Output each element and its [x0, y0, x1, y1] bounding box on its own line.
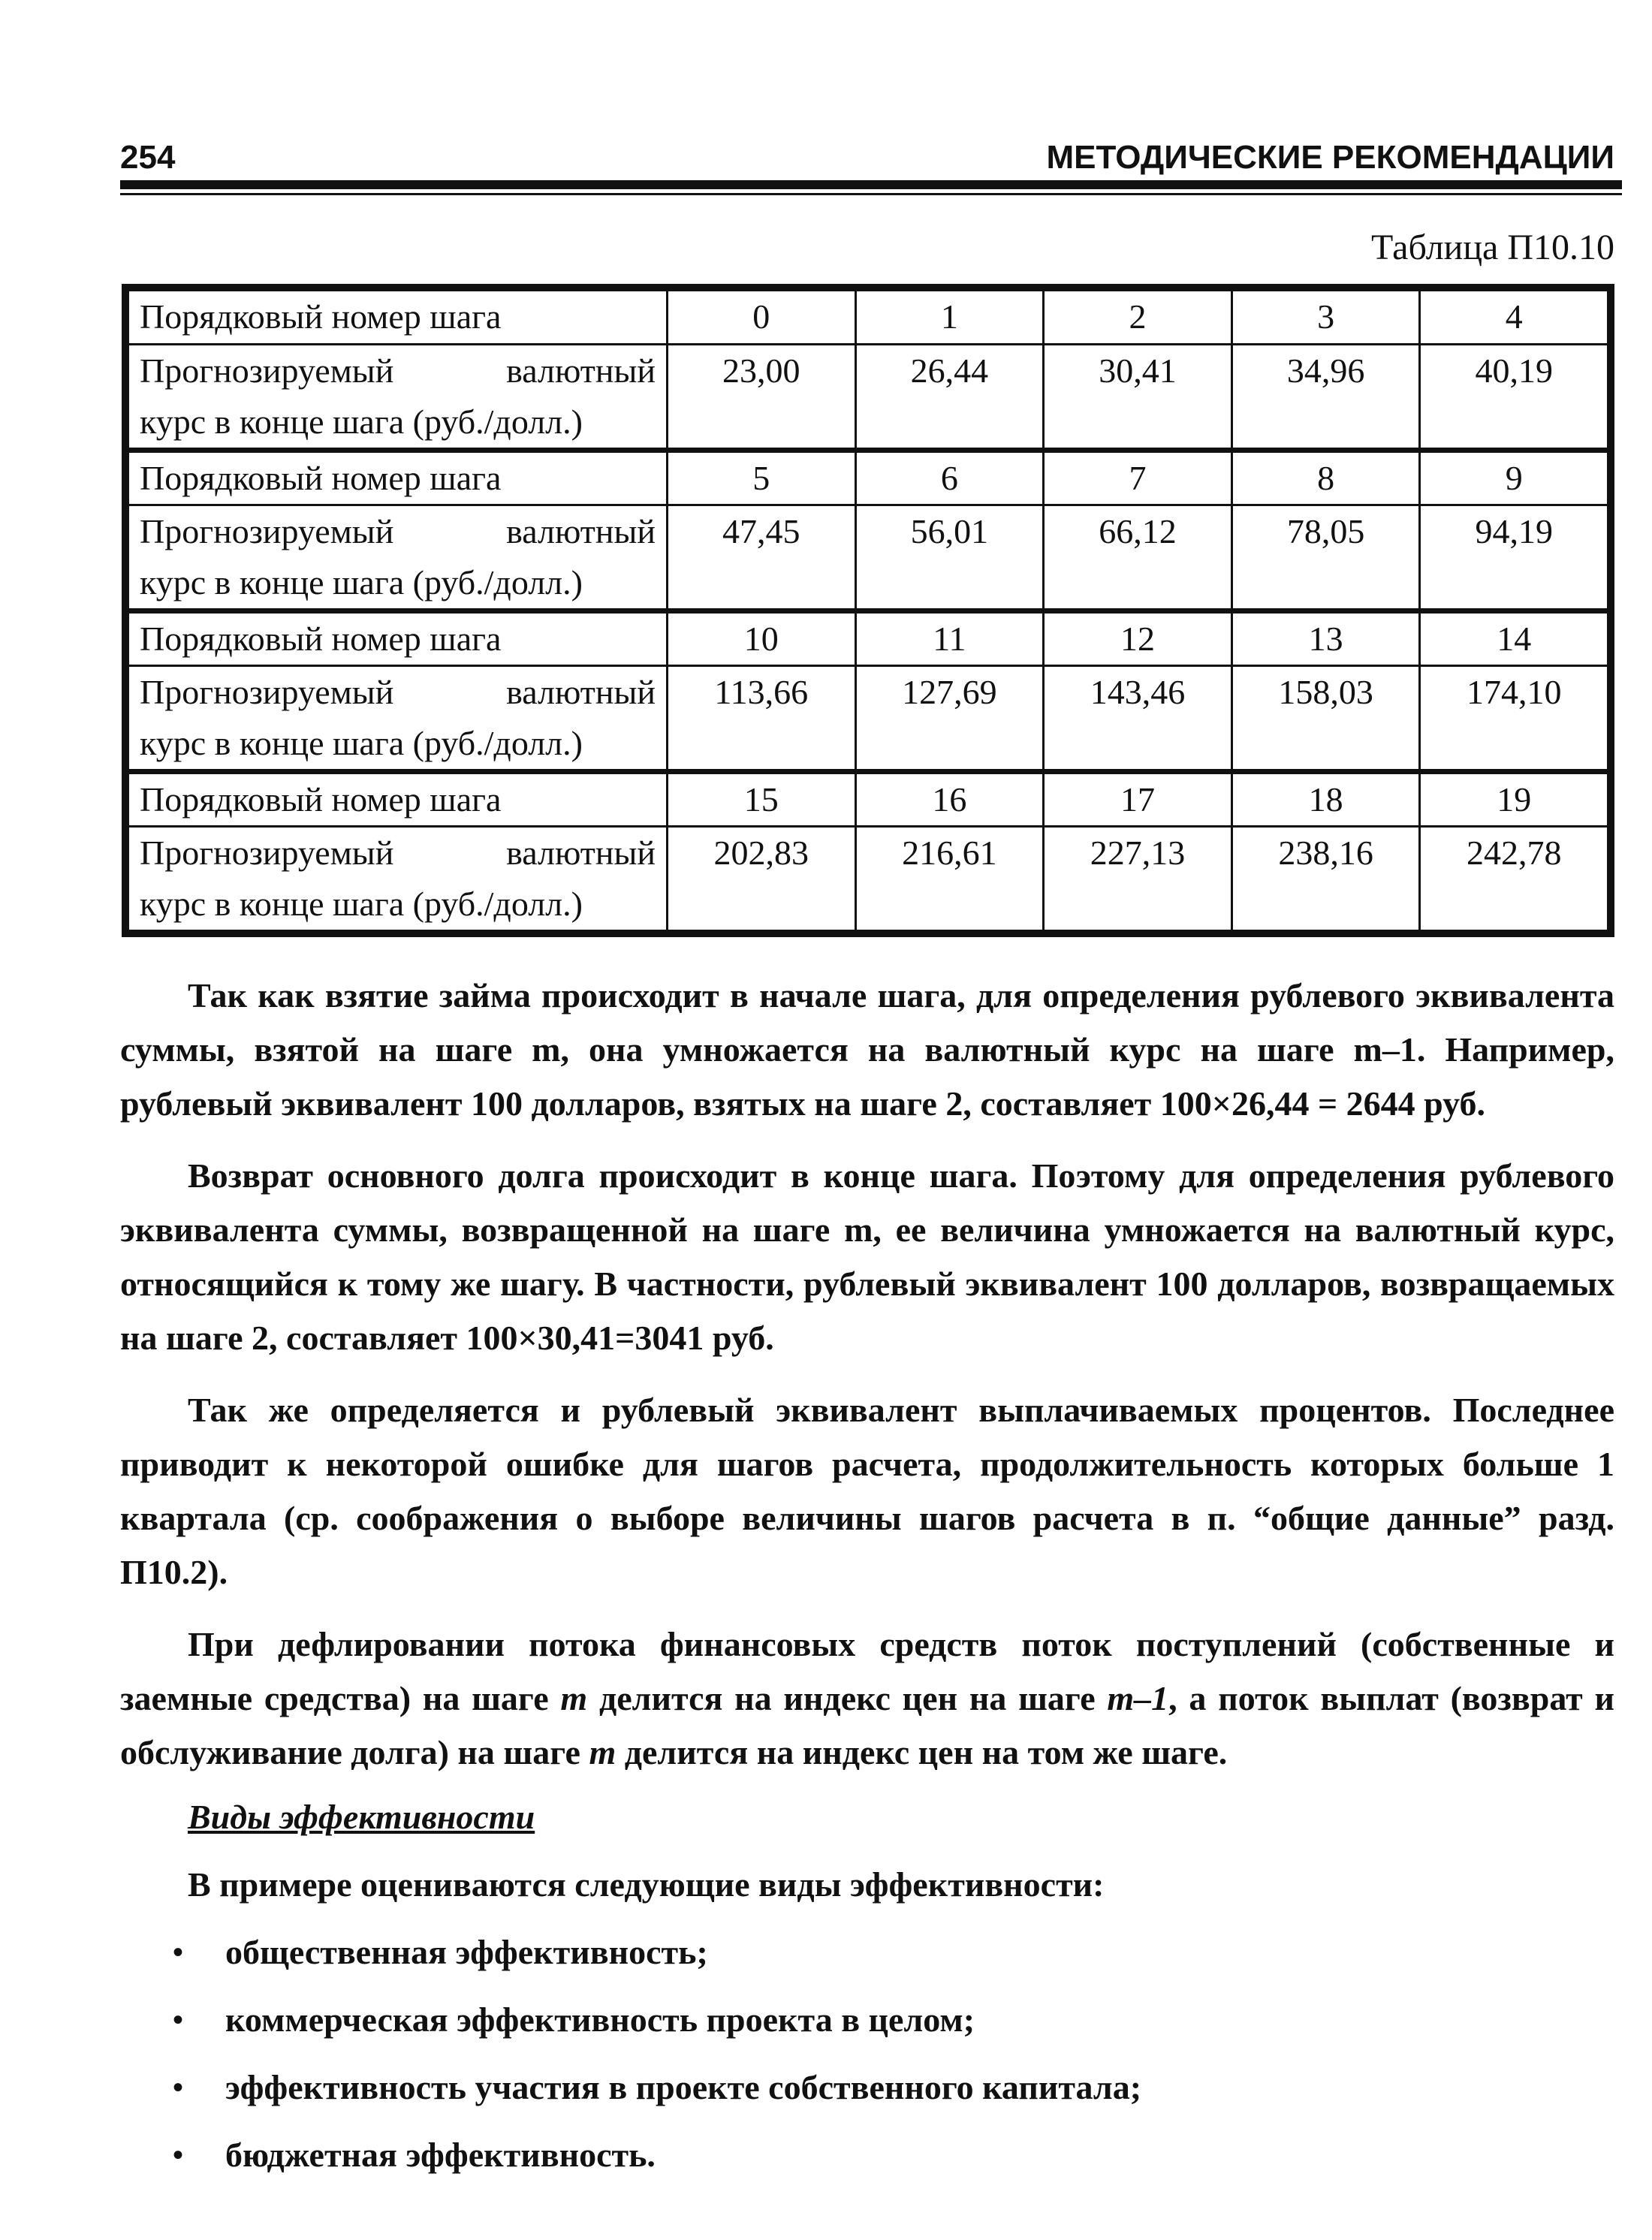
rate-label-word: валютный [506, 834, 656, 872]
table-row [128, 666, 1608, 772]
step-number-cell: 18 [1231, 772, 1420, 827]
page-number: 254 [120, 139, 176, 176]
body-text [120, 969, 1614, 2196]
step-number-cell: 12 [1044, 611, 1232, 666]
rate-label-line: курс в конце шага (руб./долл.) [140, 885, 583, 923]
rate-value-cell: 47,45 [668, 505, 856, 611]
section-heading: Виды эффективности [188, 1798, 535, 1836]
header-rule-thick [120, 180, 1622, 189]
rate-value-cell: 216,61 [855, 827, 1044, 931]
list-item [120, 1993, 1614, 2047]
list-item-text: общественная эффективность; [225, 1933, 708, 1971]
table-row [128, 291, 1608, 345]
rate-label-line: курс в конце шага (руб./долл.) [140, 563, 583, 601]
rate-label-cell [128, 666, 668, 772]
running-title: МЕТОДИЧЕСКИЕ РЕКОМЕНДАЦИИ [1046, 139, 1614, 176]
step-label-cell: Порядковый номер шага [128, 611, 668, 666]
efficiency-kinds-list [120, 1925, 1614, 2182]
table-row [128, 451, 1608, 505]
rate-value-cell: 143,46 [1044, 666, 1232, 772]
page-header [120, 135, 1614, 180]
rate-label-cell [128, 827, 668, 931]
paragraph: Так как взятие займа происходит в начале шага, для определения рублевого эквивалента суммы, взятой на шаге m, она умножается на валютный курс на шаге m–1. Например, рублевый эквивалент 100 долларов, взятых на шаге 2, составляет 100×26,44 = 2644 руб. [120, 976, 1614, 1123]
rate-value-cell: 66,12 [1044, 505, 1232, 611]
rate-label-word: Прогнозируемый [140, 834, 394, 872]
step-number-cell: 3 [1231, 291, 1420, 345]
step-number-cell: 1 [855, 291, 1044, 345]
step-number-cell: 4 [1420, 291, 1608, 345]
step-number-cell: 2 [1044, 291, 1232, 345]
step-number-cell: 6 [855, 451, 1044, 505]
rate-value-cell: 238,16 [1231, 827, 1420, 931]
step-label-cell: Порядковый номер шага [128, 772, 668, 827]
table-caption: Таблица П10.10 [1371, 228, 1614, 267]
rate-value-cell: 30,41 [1044, 345, 1232, 451]
step-number-cell: 16 [855, 772, 1044, 827]
rate-value-cell: 56,01 [855, 505, 1044, 611]
rate-value-cell: 227,13 [1044, 827, 1232, 931]
rate-value-cell: 174,10 [1420, 666, 1608, 772]
section-intro: В примере оцениваются следующие виды эффективности: [188, 1865, 1105, 1904]
rate-label-word: валютный [506, 351, 656, 390]
step-label-cell: Порядковый номер шага [128, 291, 668, 345]
step-number-cell: 15 [668, 772, 856, 827]
list-item [120, 1925, 1614, 1979]
rate-value-cell: 26,44 [855, 345, 1044, 451]
step-number-cell: 5 [668, 451, 856, 505]
paragraph: Так же определяется и рублевый эквивалент выплачиваемых процентов. Последнее приводит к некоторой ошибке для шагов расчета, продолжительность которых больше 1 квартала (ср. соображения о выборе величины шагов расчета в п. “общие данные” разд. П10.2). [120, 1391, 1614, 1591]
bullet-icon: • [173, 2070, 184, 2104]
rate-value-cell: 40,19 [1420, 345, 1608, 451]
rate-value-cell: 94,19 [1420, 505, 1608, 611]
rate-value-cell: 202,83 [668, 827, 856, 931]
rate-label-word: Прогнозируемый [140, 673, 394, 711]
paragraph: При дефлировании потока финансовых средств поток поступлений (собственные и заемные средства) на шаге m делится на индекс цен на шаге m–1, а поток выплат (возврат и обслуживание долга) на шаге m делится на индекс цен на том же шаге. [120, 1625, 1614, 1771]
list-item-text: бюджетная эффективность. [225, 2136, 656, 2174]
rate-label-word: валютный [506, 512, 656, 550]
list-item-text: коммерческая эффективность проекта в целом; [225, 2000, 975, 2039]
rate-value-cell: 34,96 [1231, 345, 1420, 451]
table-row [128, 772, 1608, 827]
rate-label-word: Прогнозируемый [140, 512, 394, 550]
step-number-cell: 10 [668, 611, 856, 666]
step-number-cell: 19 [1420, 772, 1608, 827]
step-number-cell: 13 [1231, 611, 1420, 666]
table-row [128, 611, 1608, 666]
rate-label-line: курс в конце шага (руб./долл.) [140, 402, 583, 441]
rate-value-cell: 113,66 [668, 666, 856, 772]
rate-label-word: валютный [506, 673, 656, 711]
step-number-cell: 9 [1420, 451, 1608, 505]
bullet-icon: • [173, 2003, 184, 2037]
step-number-cell: 7 [1044, 451, 1232, 505]
exchange-rate-table [122, 284, 1614, 937]
step-number-cell: 17 [1044, 772, 1232, 827]
step-number-cell: 0 [668, 291, 856, 345]
rate-value-cell: 78,05 [1231, 505, 1420, 611]
step-label-cell: Порядковый номер шага [128, 451, 668, 505]
bullet-icon: • [173, 1935, 184, 1969]
table-row [128, 505, 1608, 611]
rate-label-word: Прогнозируемый [140, 351, 394, 390]
rate-value-cell: 242,78 [1420, 827, 1608, 931]
header-rule-thin [120, 193, 1622, 195]
paragraph: Возврат основного долга происходит в конце шага. Поэтому для определения рублевого эквивалента суммы, возвращенной на шаге m, ее величина умножается на валютный курс, относящийся к тому же шагу. В частности, рублевый эквивалент 100 долларов, возвращаемых на шаге 2, составляет 100×30,41=3041 руб. [120, 1156, 1614, 1357]
table-row [128, 827, 1608, 931]
rate-label-line: курс в конце шага (руб./долл.) [140, 724, 583, 762]
rate-value-cell: 127,69 [855, 666, 1044, 772]
table-row [128, 345, 1608, 451]
step-number-cell: 8 [1231, 451, 1420, 505]
rate-label-cell [128, 505, 668, 611]
bullet-icon: • [173, 2138, 184, 2172]
step-number-cell: 14 [1420, 611, 1608, 666]
list-item [120, 2061, 1614, 2115]
rate-value-cell: 158,03 [1231, 666, 1420, 772]
list-item [120, 2128, 1614, 2182]
rate-label-cell [128, 345, 668, 451]
rate-value-cell: 23,00 [668, 345, 856, 451]
step-number-cell: 11 [855, 611, 1044, 666]
list-item-text: эффективность участия в проекте собственного капитала; [225, 2068, 1142, 2106]
